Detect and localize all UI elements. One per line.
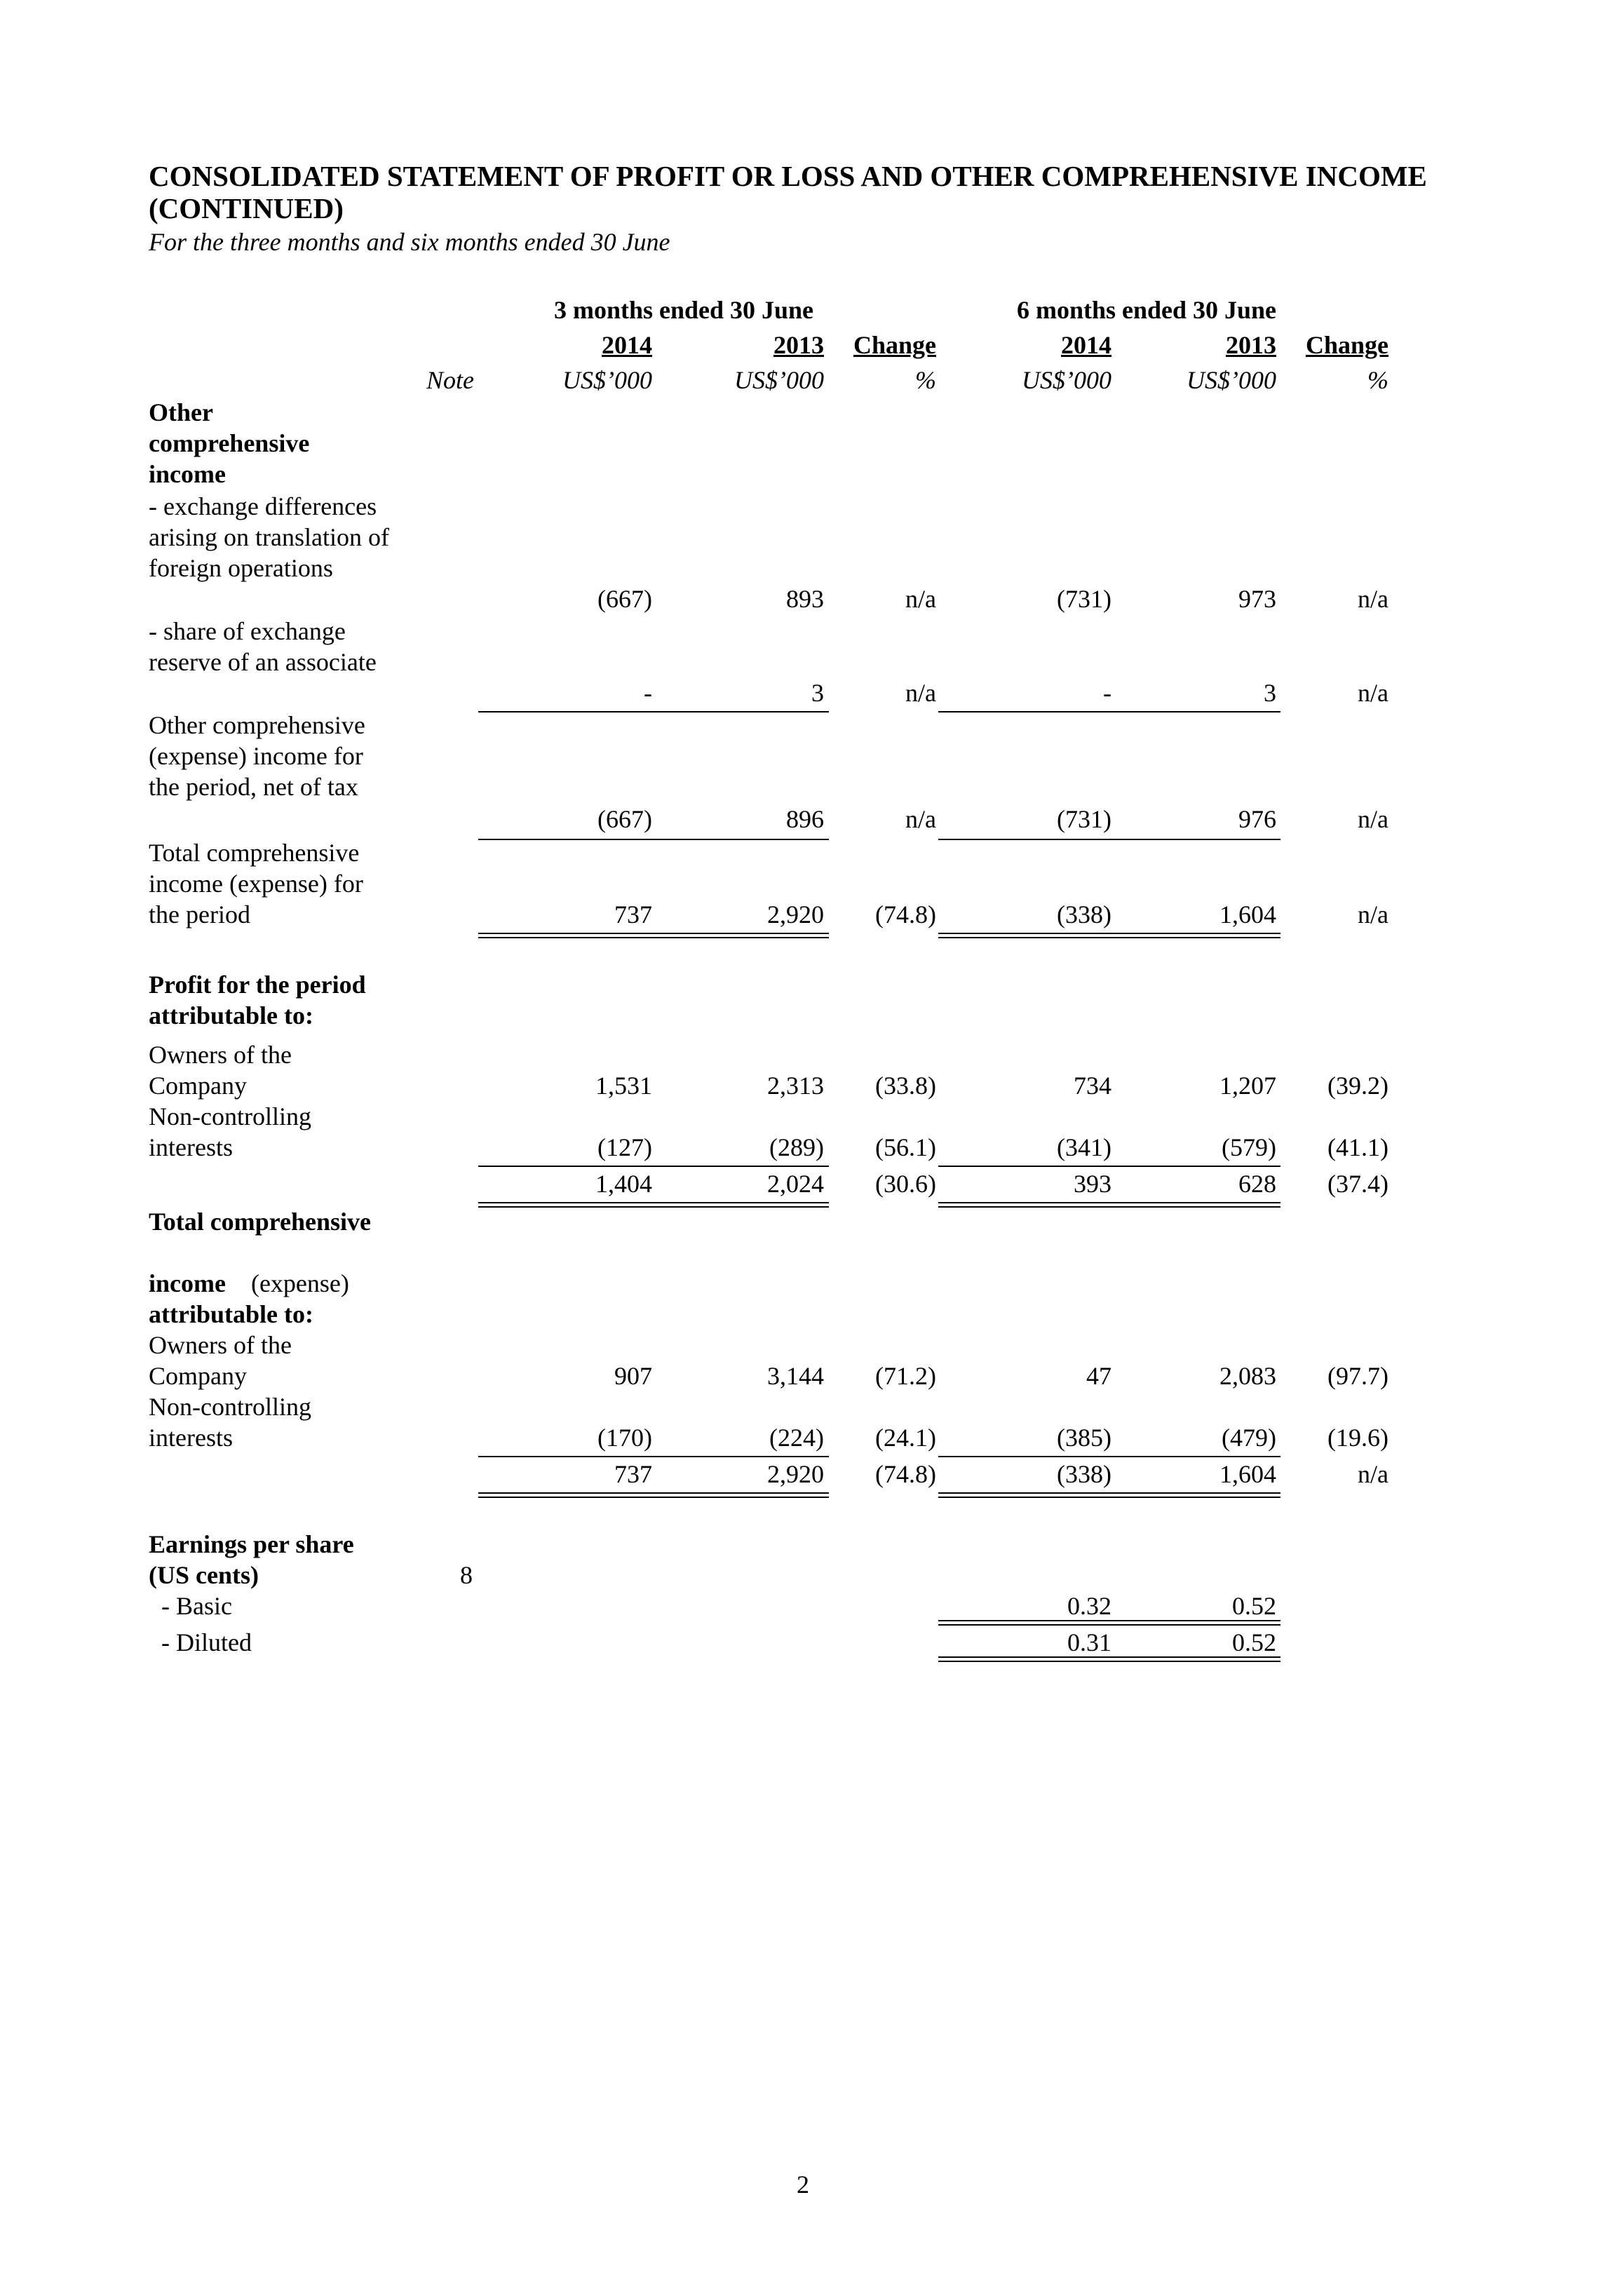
cell: 2,083 xyxy=(1219,1362,1276,1390)
row-label-eps-diluted: - Diluted xyxy=(161,1628,252,1656)
double-rule xyxy=(478,1492,829,1498)
section-heading-tci-income: income xyxy=(149,1269,226,1297)
underline-rule xyxy=(938,711,1280,713)
cell: 2,920 xyxy=(767,1460,824,1488)
underline-rule xyxy=(478,711,829,713)
header-year: 2013 xyxy=(1226,331,1276,359)
header-unit: % xyxy=(915,366,936,394)
section-heading-tci-line4: attributable to: xyxy=(149,1300,313,1328)
row-label-eps-basic: - Basic xyxy=(161,1592,232,1620)
cell: - xyxy=(644,679,652,707)
cell: 976 xyxy=(1238,805,1276,833)
cell: (579) xyxy=(1222,1133,1276,1161)
row-label-nci: Non-controlling interests xyxy=(149,1393,311,1452)
cell: 1,207 xyxy=(1219,1072,1276,1100)
cell: (33.8) xyxy=(875,1072,936,1100)
cell: 3 xyxy=(1264,679,1276,707)
cell: 893 xyxy=(786,585,824,613)
row-label-owners: Owners of the Company xyxy=(149,1331,292,1390)
cell: 2,313 xyxy=(767,1072,824,1100)
cell: (71.2) xyxy=(875,1362,936,1390)
header-3-months: 3 months ended 30 June xyxy=(553,296,814,324)
cell: (338) xyxy=(1057,900,1111,928)
cell: (731) xyxy=(1057,585,1111,613)
page-subtitle: For the three months and six months ended 30 June xyxy=(149,228,670,256)
row-label-tci-period: Total comprehensive income (expense) for the period xyxy=(149,839,363,928)
underline-rule xyxy=(478,839,829,840)
header-year: 2014 xyxy=(602,331,652,359)
cell: 737 xyxy=(614,900,652,928)
header-unit: US$’000 xyxy=(1187,366,1276,394)
double-rule xyxy=(478,933,829,938)
cell: 896 xyxy=(786,805,824,833)
cell: (30.6) xyxy=(875,1170,936,1198)
cell: 973 xyxy=(1238,585,1276,613)
cell: 0.32 xyxy=(1067,1592,1111,1620)
cell: (19.6) xyxy=(1327,1424,1388,1452)
cell: (731) xyxy=(1057,805,1111,833)
double-rule xyxy=(478,1202,829,1208)
cell: (97.7) xyxy=(1327,1362,1388,1390)
cell: (338) xyxy=(1057,1460,1111,1488)
cell: (41.1) xyxy=(1327,1133,1388,1161)
cell: (127) xyxy=(597,1133,652,1161)
header-change: Change xyxy=(853,331,936,359)
cell: (667) xyxy=(597,805,652,833)
cell: - xyxy=(1103,679,1111,707)
cell: n/a xyxy=(905,679,936,707)
cell: (385) xyxy=(1057,1424,1111,1452)
underline-rule xyxy=(938,1456,1280,1457)
cell: (56.1) xyxy=(875,1133,936,1161)
double-rule xyxy=(938,1656,1280,1662)
cell: n/a xyxy=(1358,1460,1388,1488)
header-note: Note xyxy=(426,366,474,394)
header-unit: % xyxy=(1367,366,1388,394)
cell: (341) xyxy=(1057,1133,1111,1161)
cell: n/a xyxy=(1358,900,1388,928)
cell: (479) xyxy=(1222,1424,1276,1452)
cell: (289) xyxy=(769,1133,824,1161)
cell: n/a xyxy=(1358,679,1388,707)
header-6-months: 6 months ended 30 June xyxy=(1016,296,1277,324)
section-heading-tci-expense: (expense) xyxy=(250,1269,349,1297)
cell: 737 xyxy=(614,1460,652,1488)
header-year: 2013 xyxy=(773,331,824,359)
cell: (24.1) xyxy=(875,1424,936,1452)
double-rule xyxy=(938,1492,1280,1498)
double-rule xyxy=(938,1620,1280,1626)
cell: 1,604 xyxy=(1219,900,1276,928)
cell: 1,531 xyxy=(595,1072,652,1100)
double-rule xyxy=(938,933,1280,938)
cell: (37.4) xyxy=(1327,1170,1388,1198)
cell: 0.52 xyxy=(1232,1628,1276,1656)
cell: 0.31 xyxy=(1067,1628,1111,1656)
header-year: 2014 xyxy=(1061,331,1111,359)
cell: (74.8) xyxy=(875,1460,936,1488)
header-unit: US$’000 xyxy=(562,366,652,394)
section-heading-profit: Profit for the period attributable to: xyxy=(149,971,366,1029)
cell: 47 xyxy=(1086,1362,1111,1390)
cell: 628 xyxy=(1238,1170,1276,1198)
cell: 2,024 xyxy=(767,1170,824,1198)
header-change: Change xyxy=(1305,331,1388,359)
cell: 734 xyxy=(1074,1072,1111,1100)
cell: (39.2) xyxy=(1327,1072,1388,1100)
underline-rule xyxy=(938,1166,1280,1167)
cell: n/a xyxy=(905,805,936,833)
cell: (224) xyxy=(769,1424,824,1452)
cell: (667) xyxy=(597,585,652,613)
cell: 907 xyxy=(614,1362,652,1390)
cell: 3 xyxy=(811,679,824,707)
cell: 2,920 xyxy=(767,900,824,928)
header-unit: US$’000 xyxy=(734,366,824,394)
cell: 3,144 xyxy=(767,1362,824,1390)
cell: n/a xyxy=(1358,585,1388,613)
underline-rule xyxy=(478,1456,829,1457)
cell: 393 xyxy=(1074,1170,1111,1198)
cell: n/a xyxy=(1358,805,1388,833)
header-unit: US$’000 xyxy=(1022,366,1111,394)
row-label-oci-total: Other comprehensive (expense) income for the period, net of tax xyxy=(149,711,365,801)
double-rule xyxy=(938,1202,1280,1208)
row-label-nci: Non-controlling interests xyxy=(149,1102,311,1161)
page-title: CONSOLIDATED STATEMENT OF PROFIT OR LOSS AND OTHER COMPREHENSIVE INCOME (CONTINUED) xyxy=(149,160,1427,224)
row-label-fx: - exchange differences arising on translation of foreign operations xyxy=(149,492,389,582)
underline-rule xyxy=(938,839,1280,840)
eps-note-ref: 8 xyxy=(460,1561,473,1589)
section-heading-tci-line3 xyxy=(149,1268,349,1299)
underline-rule xyxy=(478,1166,829,1167)
cell: 1,404 xyxy=(595,1170,652,1198)
cell: (74.8) xyxy=(875,900,936,928)
row-label-associate: - share of exchange reserve of an associate xyxy=(149,617,377,676)
section-heading-tci: Total comprehensive xyxy=(149,1208,372,1236)
cell: (170) xyxy=(597,1424,652,1452)
row-label-owners: Owners of the Company xyxy=(149,1041,292,1100)
cell: n/a xyxy=(905,585,936,613)
page-number: 2 xyxy=(797,2170,809,2199)
section-heading-eps: Earnings per share (US cents) xyxy=(149,1530,354,1589)
section-heading-oci: Other comprehensive income xyxy=(149,398,310,488)
cell: 0.52 xyxy=(1232,1592,1276,1620)
cell: 1,604 xyxy=(1219,1460,1276,1488)
